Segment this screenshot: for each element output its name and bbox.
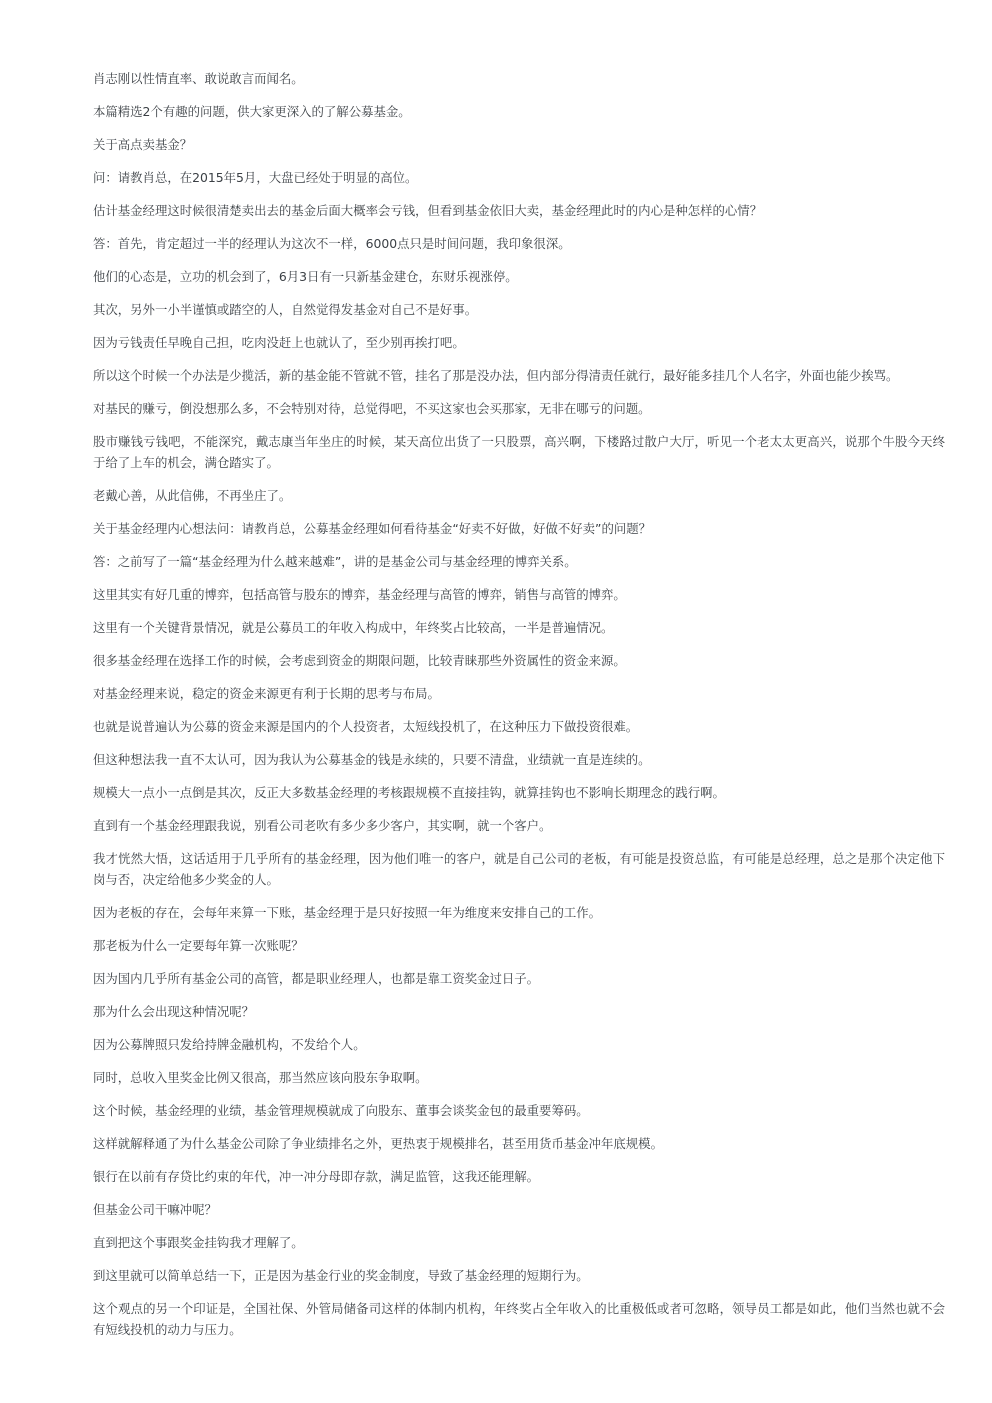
- paragraph: 问：请教肖总，在2015年5月，大盘已经处于明显的高位。: [93, 170, 418, 185]
- paragraph: 到这里就可以简单总结一下，正是因为基金行业的奖金制度，导致了基金经理的短期行为。: [93, 1268, 589, 1283]
- paragraph: 规模大一点小一点倒是其次，反正大多数基金经理的考核跟规模不直接挂钩，就算挂钩也不影响长期理念的践行啊。: [93, 785, 725, 800]
- article-body: [93, 68, 945, 1352]
- paragraph: 我才恍然大悟，这话适用于几乎所有的基金经理，因为他们唯一的客户，就是自己公司的老板，有可能是投资总监，有可能是总经理，总之是那个决定他下岗与否，决定给他多少奖金的人。: [93, 851, 945, 887]
- paragraph: 这个时候，基金经理的业绩，基金管理规模就成了向股东、董事会谈奖金包的最重要筹码。: [93, 1103, 589, 1118]
- paragraph: 本篇精选2个有趣的问题，供大家更深入的了解公募基金。: [93, 104, 411, 119]
- paragraph: 老戴心善，从此信佛，不再坐庄了。: [93, 488, 292, 503]
- paragraph: 这个观点的另一个印证是，全国社保、外管局储备司这样的体制内机构，年终奖占全年收入的比重极低或者可忽略，领导员工都是如此，他们当然也就不会有短线投机的动力与压力。: [93, 1301, 945, 1337]
- paragraph: 这里有一个关键背景情况，就是公募员工的年收入构成中，年终奖占比较高，一半是普遍情况。: [93, 620, 614, 635]
- paragraph: 其次，另外一小半谨慎或踏空的人，自然觉得发基金对自己不是好事。: [93, 302, 478, 317]
- paragraph: 答：首先，肯定超过一半的经理认为这次不一样，6000点只是时间问题，我印象很深。: [93, 236, 571, 251]
- paragraph: 因为公募牌照只发给持牌金融机构，不发给个人。: [93, 1037, 366, 1052]
- paragraph: 也就是说普遍认为公募的资金来源是国内的个人投资者，太短线投机了，在这种压力下做投资很难。: [93, 719, 639, 734]
- paragraph: 银行在以前有存贷比约束的年代，冲一冲分母即存款，满足监管，这我还能理解。: [93, 1169, 540, 1184]
- paragraph: 同时，总收入里奖金比例又很高，那当然应该向股东争取啊。: [93, 1070, 428, 1085]
- paragraph: 但基金公司干嘛冲呢？: [93, 1202, 217, 1217]
- section-heading: 关于基金经理内心想法问：请教肖总，公募基金经理如何看待基金“好卖不好做，好做不好卖”的问题？: [93, 521, 652, 536]
- paragraph: 很多基金经理在选择工作的时候，会考虑到资金的期限问题，比较青睐那些外资属性的资金来源。: [93, 653, 626, 668]
- paragraph: 那为什么会出现这种情况呢？: [93, 1004, 255, 1019]
- paragraph: 股市赚钱亏钱吧，不能深究，戴志康当年坐庄的时候，某天高位出货了一只股票，高兴啊，下楼路过散户大厅，听见一个老太太更高兴，说那个牛股今天终于给了上车的机会，满仓踏实了。: [93, 434, 945, 470]
- paragraph: 这样就解释通了为什么基金公司除了争业绩排名之外，更热衷于规模排名，甚至用货币基金冲年底规模。: [93, 1136, 663, 1151]
- paragraph: 因为老板的存在，会每年来算一下账，基金经理于是只好按照一年为维度来安排自己的工作。: [93, 905, 602, 920]
- paragraph: 所以这个时候一个办法是少揽活，新的基金能不管就不管，挂名了那是没办法，但内部分得清责任就行，最好能多挂几个人名字，外面也能少挨骂。: [93, 368, 899, 383]
- paragraph: 对基民的赚亏，倒没想那么多，不会特别对待，总觉得吧，不买这家也会买那家，无非在哪亏的问题。: [93, 401, 651, 416]
- section-heading: 关于高点卖基金？: [93, 137, 193, 152]
- paragraph: 这里其实有好几重的博弈，包括高管与股东的博弈，基金经理与高管的博弈，销售与高管的博弈。: [93, 587, 626, 602]
- paragraph: 但这种想法我一直不太认可，因为我认为公募基金的钱是永续的，只要不清盘，业绩就一直是连续的。: [93, 752, 651, 767]
- paragraph: 肖志刚以性情直率、敢说敢言而闻名。: [93, 71, 304, 86]
- paragraph: 因为亏钱责任早晚自己担，吃肉没赶上也就认了，至少别再挨打吧。: [93, 335, 465, 350]
- paragraph: 那老板为什么一定要每年算一次账呢？: [93, 938, 304, 953]
- paragraph: 直到有一个基金经理跟我说，别看公司老吹有多少多少客户，其实啊，就一个客户。: [93, 818, 552, 833]
- paragraph: 他们的心态是，立功的机会到了，6月3日有一只新基金建仓，东财乐视涨停。: [93, 269, 518, 284]
- paragraph: 答：之前写了一篇“基金经理为什么越来越难”，讲的是基金公司与基金经理的博弈关系。: [93, 554, 577, 569]
- paragraph: 直到把这个事跟奖金挂钩我才理解了。: [93, 1235, 304, 1250]
- paragraph: 因为国内几乎所有基金公司的高管，都是职业经理人，也都是靠工资奖金过日子。: [93, 971, 540, 986]
- paragraph: 对基金经理来说，稳定的资金来源更有利于长期的思考与布局。: [93, 686, 440, 701]
- paragraph: 估计基金经理这时候很清楚卖出去的基金后面大概率会亏钱，但看到基金依旧大卖，基金经理此时的内心是种怎样的心情？: [93, 203, 763, 218]
